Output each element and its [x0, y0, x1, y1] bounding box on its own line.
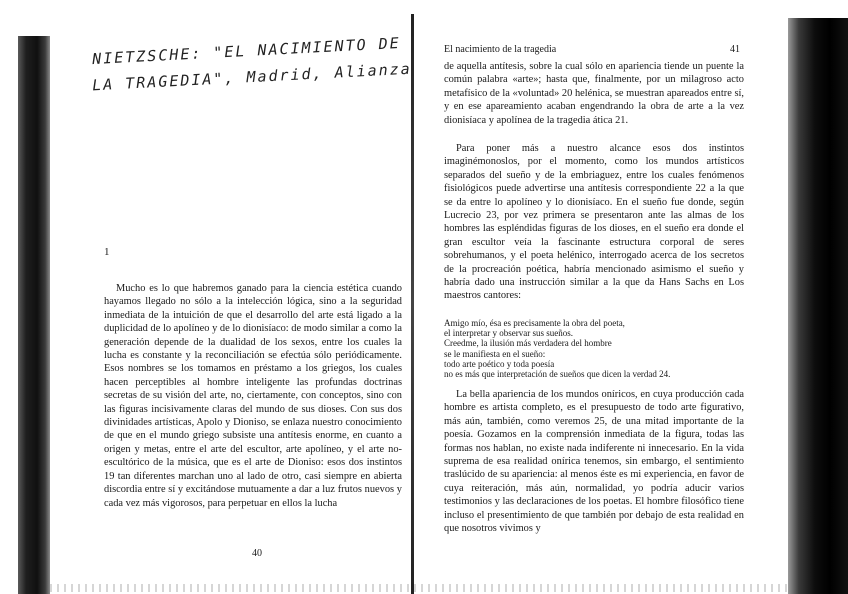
left-page-paragraph: Mucho es lo que habremos ganado para la ciencia estética cuando hayamos llegado no sólo a la intelección lógica, sino a la seguridad inmediata de la intuición de que el desarrollo del arte está ligado a la duplicidad de lo apolíneo y de lo dionisíaco: de modo similar a como la generación depende de la dualidad de los sexos, entre los cuales la lucha es constante y la reconciliación se efectúa sólo periódicamente. Esos nombres se los tomamos en préstamo a los griegos, los cuales hacen perceptibles al hombre inteligente las profundas doctrinas secretas de su visión del arte, no, ciertamente, con conceptos, sino con las figuras incisivamente claras del mundo de sus dioses. Con sus dos divinidades artísticas, Apolo y Dioniso, se enlaza nuestro conocimiento de que en el mundo griego subsiste una antítesis enorme, en cuanto a origen y metas, entre el arte del escultor, arte apolíneo, y el arte no-escultórico de la música, que es el arte de Dioniso: esos dos instintos 19 tan diferentes marchan uno al lado de otro, casi siempre en abierta discordia entre sí y excitándose mutuamente a dar a luz frutos nuevos y cada vez más vigorosos, para perpetuar en ellos la lucha [104, 283, 402, 509]
right-page-number: 41 [730, 44, 740, 55]
verse-line: el interpretar y observar sus sueños. [444, 328, 573, 339]
verse-line: Amigo mío, ésa es precisamente la obra del poeta, [444, 318, 625, 328]
verse-line: no es más que interpretación de sueños que dicen la verdad 24. [444, 369, 671, 380]
handwritten-annotation-line2: LA TRAGEDIA", Madrid, Alianza [91, 59, 413, 95]
left-page-number: 40 [252, 548, 262, 559]
verse-line: todo arte poético y toda poesía [444, 358, 555, 369]
handwritten-annotation-line1: NIETZSCHE: "EL NACIMIENTO DE [91, 33, 402, 69]
scanner-shadow-right [788, 18, 848, 594]
verse-quote [444, 318, 754, 379]
right-page-paragraph-2: Para poner más a nuestro alcance esos dos instintos imaginémonoslos, por el momento, como los mundos artísticos separados del sueño y de la embriaguez, entre los cuales fenómenos fisiológicos puede advertirse una antítesis correspondiente 22 a la que se da entre lo apolíneo y lo dionisíaco. En el sueño fue donde, según Lucrecio 23, por vez primera se presentaron ante las almas de los hombres las espléndidas figuras de los dioses, en el sueño era donde el gran escultor veía la fascinante estructura corporal de seres sobrehumanos, y el poeta helénico, interrogado acerca de los secretos de la procreación poética, habría mencionado asimismo el sueño y habría dado una instrucción similar a la que da Hans Sachs en Los maestros cantores: [444, 143, 744, 302]
right-page-paragraph-3: La bella apariencia de los mundos oníricos, en cuya producción cada hombre es artista completo, es el presupuesto de todo arte figurativo, más aún, también, como veremos 25, de una mitad importante de la poesía. Gozamos en la comprensión inmediata de la figura, todas las formas nos hablan, no existe nada indiferente ni innecesario. En la vida suprema de esa realidad onírica tenemos, sin embargo, el sentimiento traslúcido de su apariencia: al menos éste es mi experiencia, en favor de cuya reiteración, más aún, normalidad, yo podría aducir varios testimonios y las declaraciones de los poetas. El hombre filosófico tiene incluso el presentimiento de que también por debajo de esta realidad en que nosotros vivimos y [444, 389, 744, 535]
chapter-number: 1 [104, 246, 110, 258]
scan-noise-bottom [50, 584, 788, 592]
right-page-paragraph-1: de aquella antítesis, sobre la cual sólo en apariencia tiende un puente la común palabra «arte»; hasta que, finalmente, por un milagroso acto metafísico de la «voluntad» 20 helénica, se muestran apareados entre sí, y en ese apareamiento acaban engendrando la obra de arte a la vez dionisíaca y apolínea de la tragedia ática 21. [444, 61, 744, 126]
verse-line: Creedme, la ilusión más verdadera del hombre [444, 338, 612, 349]
scanner-shadow-left [18, 36, 50, 594]
verse-line: se le manifiesta en el sueño: [444, 348, 546, 359]
book-gutter [411, 14, 414, 594]
running-head: El nacimiento de la tragedia [444, 44, 557, 55]
